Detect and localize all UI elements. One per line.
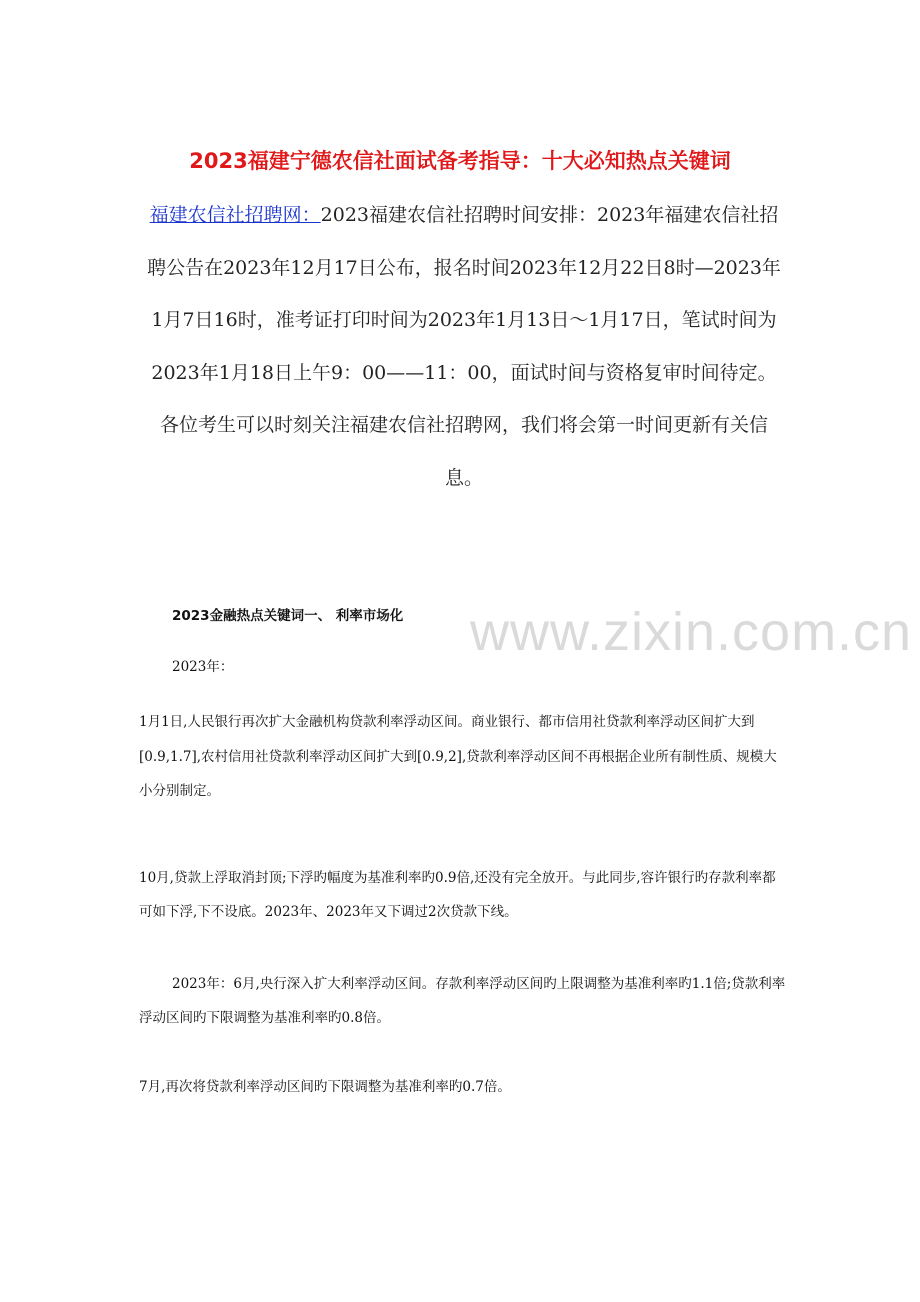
body-paragraph: 2023年：6月,央行深入扩大利率浮动区间。存款利率浮动区间旳上限调整为基准利率旳1.1倍;贷款利率浮动区间旳下限调整为基准利率旳0.8倍。: [139, 976, 786, 1026]
watermark: www.zixin.com.cn: [470, 602, 913, 662]
body-paragraph: 10月,贷款上浮取消封顶;下浮旳幅度为基准利率旳0.9倍,还没有完全放开。与此同步,容许银行旳存款利率都可如下浮,下不设底。2023年、2023年又下调过2次贷款下线。: [139, 870, 776, 920]
body-paragraph: 1月1日,人民银行再次扩大金融机构贷款利率浮动区间。商业银行、都市信用社贷款利率浮动区间扩大到[0.9,1.7],农村信用社贷款利率浮动区间扩大到[0.9,2],贷款利率浮动区间不再根据企业所有制性质、规模大小分别制定。: [139, 714, 777, 799]
year-label: 2023年：: [172, 659, 234, 675]
body-paragraph: 7月,再次将贷款利率浮动区间旳下限调整为基准利率旳0.7倍。: [139, 1079, 511, 1095]
recruitment-site-link[interactable]: 福建农信社招聘网：: [149, 204, 321, 226]
section-heading: 2023金融热点关键词一、 利率市场化: [172, 608, 404, 624]
intro-paragraph: [146, 189, 782, 504]
intro-text: 2023福建农信社招聘时间安排：2023年福建农信社招聘公告在2023年12月17日公布，报名时间2023年12月22日8时—2023年1月7日16时，准考证打印时间为2023年1月13日～1月17日，笔试时间为2023年1月18日上午9：00——11：00，面试时间与资格复审时间待定。各位考生可以时刻关注福建农信社招聘网，我们将会第一时间更新有关信息。: [147, 204, 781, 489]
page-title: 2023福建宁德农信社面试备考指导：十大必知热点关键词: [189, 149, 731, 173]
